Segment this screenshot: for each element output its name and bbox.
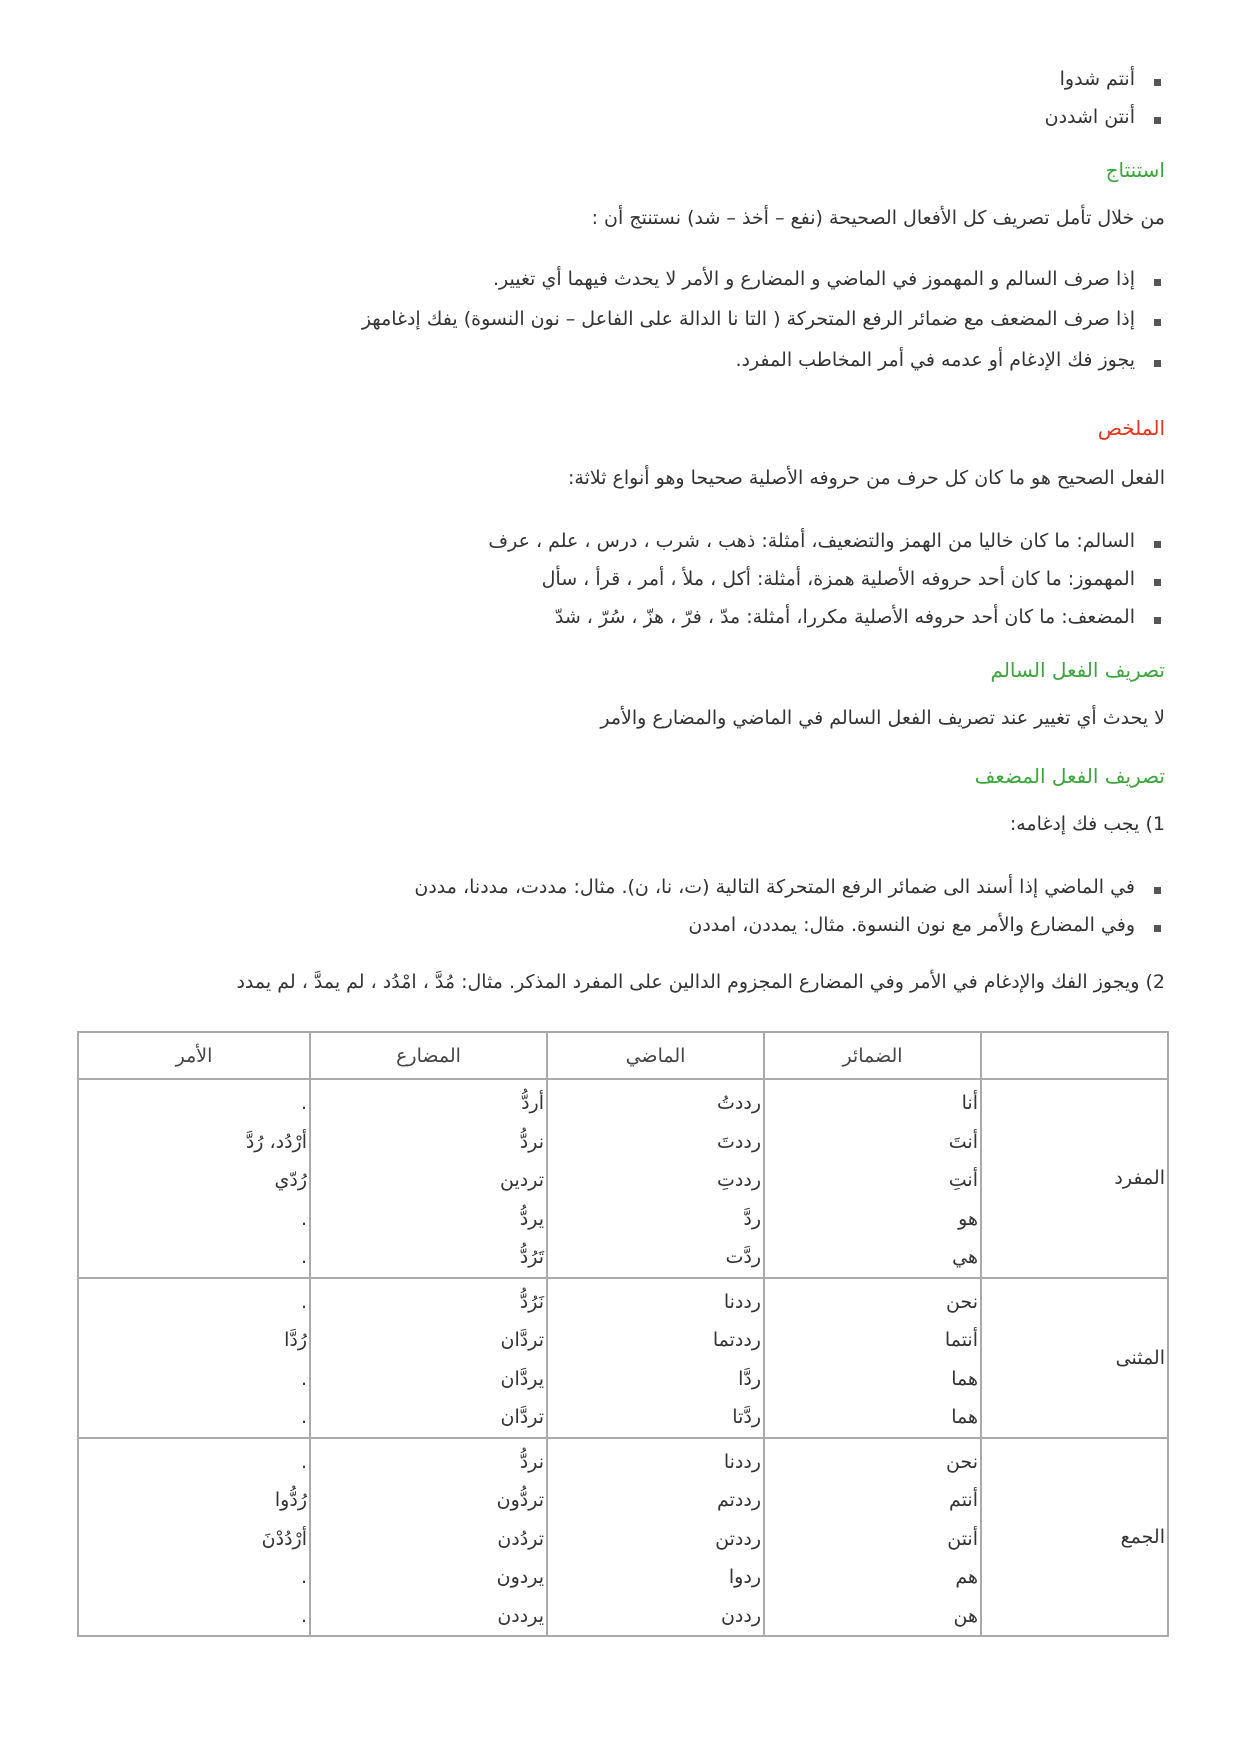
bullet-item: المهموز: ما كان أحد حروفه الأصلية همزة، أمثلة: أكل ، ملأ ، أمر ، قرأ ، سأل [542,568,1165,591]
bullet-item: أنتم شدوا [1060,68,1165,91]
mudaaf-rule-2: 2) ويجوز الفك والإدغام في الأمر وفي المضارع المجزوم الدالين على المفرد المذكر. مثال: مُدَّ ، امْدُد ، لم يمدَّ ، لم يمدد [236,971,1165,993]
header-past: الماضي [547,1032,764,1079]
conjugation-table [77,1031,1169,1637]
bullet-item: أنتن اشددن [1045,106,1165,129]
group-label: المفرد [981,1079,1168,1278]
summary-heading: الملخص [1097,416,1165,440]
past-cell: رددتُ رددتَ رددتِ ردَّ ردَّت [547,1079,764,1278]
present-cell: نردُّ تردُّون تردُدن يردون يرددن [310,1438,547,1637]
imperative-cell: . رُدُّوا أرْدُدْنَ . . [78,1438,310,1637]
bullet-item: إذا صرف السالم و المهموز في الماضي و المضارع و الأمر لا يحدث فيهما أي تغيير. [493,268,1165,291]
table-row-singular [78,1079,1168,1278]
bullet-item: وفي المضارع والأمر مع نون النسوة. مثال: يمددن، امددن [688,914,1165,937]
conclusion-intro: من خلال تأمل تصريف كل الأفعال الصحيحة (نفع – أخذ – شد) نستنتج أن : [591,207,1165,229]
bullet-item: إذا صرف المضعف مع ضمائر الرفع المتحركة ( التا نا الدالة على الفاعل – نون النسوة) يفك إدغامهز [362,308,1165,331]
group-label: المثنى [981,1278,1168,1438]
header-group [981,1032,1168,1079]
header-imperative: الأمر [78,1032,310,1079]
header-present: المضارع [310,1032,547,1079]
pronouns-cell: نحن أنتم أنتن هم هن [764,1438,981,1637]
past-cell: رددنا رددتم رددتن ردوا رددن [547,1438,764,1637]
salim-text: لا يحدث أي تغيير عند تصريف الفعل السالم في الماضي والمضارع والأمر [600,707,1165,729]
bullet-item: في الماضي إذا أسند الى ضمائر الرفع المتحركة التالية (ت، نا، ن). مثال: مددت، مددنا، مددن [414,876,1165,899]
pronouns-cell: نحن أنتما هما هما [764,1278,981,1438]
mudaaf-rule-1: 1) يجب فك إدغامه: [1009,813,1165,835]
present-cell: نَرُدُّ تردَّان يردَّان تردَّان [310,1278,547,1438]
imperative-cell: . رُدَّا . . [78,1278,310,1438]
bullet-item: السالم: ما كان خاليا من الهمز والتضعيف، أمثلة: ذهب ، شرب ، درس ، علم ، عرف [488,530,1165,553]
past-cell: رددنا رددتما ردَّا ردَّتا [547,1278,764,1438]
group-label: الجمع [981,1438,1168,1637]
mudaaf-heading: تصريف الفعل المضعف [974,764,1165,788]
imperative-cell: . أرْدُد، رُدَّ رُدّي . . [78,1079,310,1278]
salim-heading: تصريف الفعل السالم [990,658,1165,682]
header-pronouns: الضمائر [764,1032,981,1079]
bullet-item: يجوز فك الإدغام أو عدمه في أمر المخاطب المفرد. [735,349,1165,372]
table-row-plural [78,1438,1168,1637]
bullet-item: المضعف: ما كان أحد حروفه الأصلية مكررا، أمثلة: مدّ ، فرّ ، هزّ ، سُرّ ، شدّ [555,606,1165,629]
conclusion-heading: استنتاج [1105,158,1165,182]
pronouns-cell: أنا أنتَ أنتِ هو هي [764,1079,981,1278]
present-cell: أردُّ نردُّ تردين يردُّ تَرُدُّ [310,1079,547,1278]
table-row-dual [78,1278,1168,1438]
summary-intro: الفعل الصحيح هو ما كان كل حرف من حروفه الأصلية صحيحا وهو أنواع ثلاثة: [568,467,1165,489]
table-header-row [78,1032,1168,1079]
